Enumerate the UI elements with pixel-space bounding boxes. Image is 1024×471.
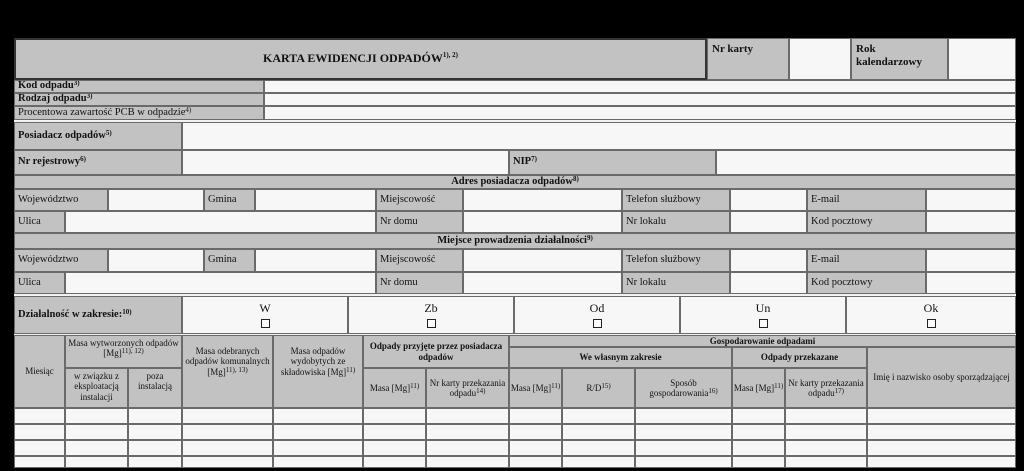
col-generated-mass: Masa wytworzonych odpadów $[Mg]^{11), 12)}$	[65, 335, 182, 368]
pcb-content-field[interactable]	[264, 106, 1016, 120]
apartment-number-field[interactable]	[730, 272, 807, 294]
table-cell[interactable]	[867, 408, 1016, 424]
street-field[interactable]	[65, 211, 376, 233]
checkbox-icon[interactable]	[427, 319, 436, 328]
waste-type-label: Rodzaj odpadu$^{3)}$	[14, 93, 264, 106]
card-number-field[interactable]	[789, 38, 851, 80]
activity-label: Ok	[923, 301, 939, 316]
locality-field[interactable]	[463, 189, 622, 211]
table-cell[interactable]	[65, 440, 128, 456]
table-cell[interactable]	[182, 456, 273, 468]
col-own-mass: Masa $[Mg]^{11)}$	[509, 368, 562, 408]
locality-field[interactable]	[463, 249, 622, 272]
activity-label: Zb	[424, 301, 438, 316]
col-own-scope: We własnym zakresie	[509, 347, 732, 368]
col-outside-installation: poza instalacją	[128, 368, 182, 408]
activity-w[interactable]	[182, 296, 348, 334]
col-accepted-card-number: Nr karty przekazania odpadu$^{14)}$	[426, 368, 509, 408]
col-related-installation: w związku z eksploatacją instalacji	[65, 368, 128, 408]
table-cell[interactable]	[426, 408, 509, 424]
col-accepted-waste: Odpady przyjęte przez posiadacza odpadów	[363, 335, 509, 368]
card-title: KARTA EWIDENCJI $ODPADÓW^{1), 2)}$	[14, 38, 707, 80]
apartment-number-label: Nr lokalu	[622, 272, 730, 294]
table-cell[interactable]	[562, 408, 635, 424]
waste-code-field[interactable]	[264, 80, 1016, 93]
table-cell[interactable]	[635, 440, 732, 456]
voivodeship-field[interactable]	[108, 189, 204, 211]
activity-label: Un	[755, 301, 771, 316]
phone-field[interactable]	[730, 189, 807, 211]
checkbox-icon[interactable]	[261, 319, 270, 328]
calendar-year-field[interactable]	[948, 38, 1016, 80]
commune-label: Gmina	[204, 249, 255, 272]
pcb-content-label: Procentowa zawartość PCB w odpadzie$^{4)}$	[14, 106, 264, 120]
card-number-label: Nr karty	[707, 38, 789, 80]
street-field[interactable]	[65, 272, 376, 294]
house-number-label: Nr domu	[376, 272, 463, 294]
table-cell[interactable]	[635, 424, 732, 440]
house-number-field[interactable]	[463, 211, 622, 233]
voivodeship-label: Województwo	[14, 249, 108, 272]
table-cell[interactable]	[785, 440, 867, 456]
table-cell[interactable]	[363, 408, 426, 424]
table-cell[interactable]	[128, 440, 182, 456]
table-cell[interactable]	[273, 440, 363, 456]
col-extracted-landfill: Masa odpadów wydobytych ze składowiska $[Mg]^{11)}$	[273, 335, 363, 408]
col-transferred-card-number: Nr karty przekazania odpadu$^{17)}$	[785, 368, 867, 408]
table-cell[interactable]	[509, 440, 562, 456]
table-cell[interactable]	[65, 424, 128, 440]
table-cell[interactable]	[785, 424, 867, 440]
house-number-label: Nr domu	[376, 211, 463, 233]
table-cell[interactable]	[65, 456, 128, 468]
business-location-header: Miejsce prowadzenia działalności$^{9)}$	[14, 233, 1016, 249]
table-cell[interactable]	[732, 424, 785, 440]
activity-scope-label: Działalność w zakresie:$^{10)}$	[14, 296, 182, 334]
holder-address-header: Adres posiadacza odpadów$^{8)}$	[14, 175, 1016, 189]
commune-label: Gmina	[204, 189, 255, 211]
calendar-year-label: Rok kalendarzowy	[851, 38, 948, 80]
phone-field[interactable]	[730, 249, 807, 272]
col-transferred-waste: Odpady przekazane	[732, 347, 867, 368]
col-month: Miesiąc	[14, 335, 65, 408]
table-cell[interactable]	[509, 424, 562, 440]
street-label: Ulica	[14, 211, 65, 233]
table-cell[interactable]	[273, 424, 363, 440]
col-received-municipal: Masa odebranych odpadów komunalnych $[Mg]^{11), 13)}$	[182, 335, 273, 408]
registry-number-label: Nr rejestrowy$^{6)}$	[14, 150, 182, 175]
holder-field[interactable]	[182, 122, 1016, 150]
nip-label: NIP$^{7)}$	[509, 150, 716, 175]
table-cell[interactable]	[426, 424, 509, 440]
phone-label: Telefon służbowy	[622, 249, 730, 272]
holder-label: Posiadacz odpadów$^{5)}$	[14, 122, 182, 150]
table-cell[interactable]	[14, 424, 65, 440]
email-field[interactable]	[926, 189, 1016, 211]
col-rd: $R/D^{15)}$	[562, 368, 635, 408]
postal-code-field[interactable]	[926, 272, 1016, 294]
email-label: E-mail	[807, 249, 926, 272]
table-cell[interactable]	[867, 456, 1016, 468]
table-cell[interactable]	[562, 424, 635, 440]
postal-code-label: Kod pocztowy	[807, 272, 926, 294]
table-cell[interactable]	[14, 440, 65, 456]
activity-ok[interactable]	[846, 296, 1016, 334]
table-cell[interactable]	[509, 408, 562, 424]
street-label: Ulica	[14, 272, 65, 294]
table-cell[interactable]	[65, 408, 128, 424]
locality-label: Miejscowość	[376, 189, 463, 211]
table-cell[interactable]	[273, 408, 363, 424]
table-cell[interactable]	[363, 424, 426, 440]
table-cell[interactable]	[635, 456, 732, 468]
table-cell[interactable]	[785, 456, 867, 468]
table-cell[interactable]	[562, 456, 635, 468]
activity-zb[interactable]	[348, 296, 514, 334]
apartment-number-field[interactable]	[730, 211, 807, 233]
table-cell[interactable]	[182, 408, 273, 424]
voivodeship-field[interactable]	[108, 249, 204, 272]
table-cell[interactable]	[128, 424, 182, 440]
table-cell[interactable]	[732, 408, 785, 424]
col-accepted-mass: Masa $[Mg]^{11)}$	[363, 368, 426, 408]
checkbox-icon[interactable]	[927, 319, 936, 328]
table-cell[interactable]	[867, 440, 1016, 456]
activity-label: Od	[589, 301, 605, 316]
locality-label: Miejscowość	[376, 249, 463, 272]
voivodeship-label: Województwo	[14, 189, 108, 211]
waste-type-field[interactable]	[264, 93, 1016, 106]
table-cell[interactable]	[14, 408, 65, 424]
table-cell[interactable]	[363, 456, 426, 468]
col-waste-management: Gospodarowanie odpadami	[509, 335, 1016, 347]
table-cell[interactable]	[635, 408, 732, 424]
table-cell[interactable]	[867, 424, 1016, 440]
waste-record-card	[14, 38, 1016, 468]
checkbox-icon[interactable]	[759, 319, 768, 328]
table-cell[interactable]	[426, 456, 509, 468]
checkbox-icon[interactable]	[593, 319, 602, 328]
commune-field[interactable]	[255, 189, 376, 211]
table-cell[interactable]	[785, 408, 867, 424]
table-cell[interactable]	[128, 456, 182, 468]
phone-label: Telefon służbowy	[622, 189, 730, 211]
activity-od[interactable]	[514, 296, 680, 334]
table-cell[interactable]	[426, 440, 509, 456]
table-cell[interactable]	[128, 408, 182, 424]
table-cell[interactable]	[14, 456, 65, 468]
waste-code-label: Kod odpadu$^{3)}$	[14, 80, 264, 93]
table-cell[interactable]	[273, 456, 363, 468]
table-cell[interactable]	[732, 440, 785, 456]
house-number-field[interactable]	[463, 272, 622, 294]
col-preparer-name: Imię i nazwisko osoby sporządzającej	[867, 347, 1016, 408]
table-cell[interactable]	[182, 424, 273, 440]
table-cell[interactable]	[182, 440, 273, 456]
commune-field[interactable]	[255, 249, 376, 272]
col-management-method: Sposób gospodarowania$^{16)}$	[635, 368, 732, 408]
activity-label: W	[259, 301, 271, 316]
email-label: E-mail	[807, 189, 926, 211]
table-cell[interactable]	[509, 456, 562, 468]
table-cell[interactable]	[732, 456, 785, 468]
col-transferred-mass: Masa $[Mg]^{11)}$	[732, 368, 785, 408]
email-field[interactable]	[926, 249, 1016, 272]
nip-field[interactable]	[716, 150, 1016, 175]
postal-code-field[interactable]	[926, 211, 1016, 233]
table-cell[interactable]	[562, 440, 635, 456]
postal-code-label: Kod pocztowy	[807, 211, 926, 233]
activity-un[interactable]	[680, 296, 846, 334]
registry-number-field[interactable]	[182, 150, 509, 175]
apartment-number-label: Nr lokalu	[622, 211, 730, 233]
table-cell[interactable]	[363, 440, 426, 456]
